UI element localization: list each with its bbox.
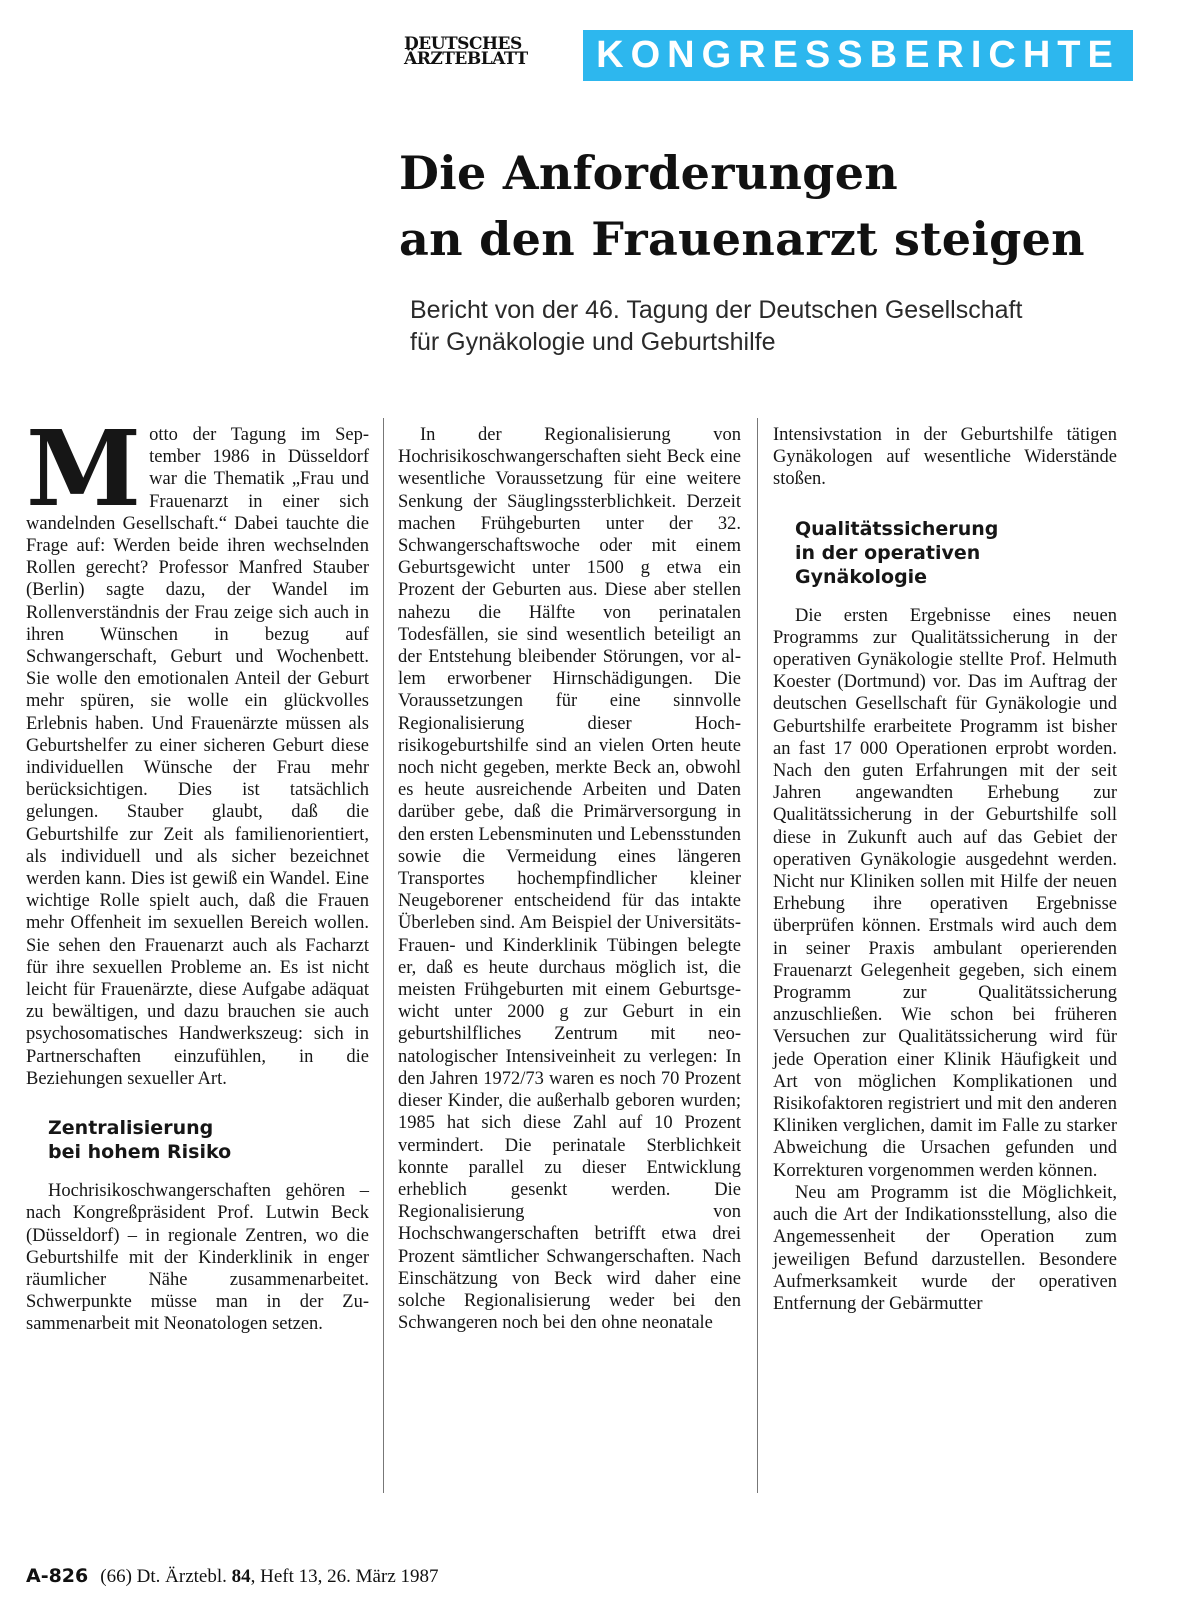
citation-volume: 84: [231, 1566, 251, 1587]
headline-line-2: an den Frauenarzt steigen: [399, 212, 1085, 266]
heading-line: in der operativen: [795, 541, 981, 564]
masthead-line-1: DEUTSCHES: [404, 34, 522, 54]
article-subtitle: [410, 294, 1150, 358]
masthead-line-2: ÄRZTEBLATT: [404, 49, 528, 69]
heading-line: bei hohem Risiko: [48, 1141, 232, 1164]
subtitle-line-2: für Gynäkologie und Geburtshilfe: [410, 328, 776, 356]
heading-line: Zentralisierung: [48, 1117, 214, 1140]
paragraph: Neu am Programm ist die Möglichkeit, auch die Art der Indikationsstellung, also die Angemessenheit der Operation zum jeweiligen Befund darzustellen. Besondere Aufmerksamkeit wurde der operativen Entfernung der Gebärmutter: [773, 1182, 1117, 1314]
column-rule-2: [757, 418, 758, 1493]
paragraph: Intensivstation in der Geburtshilfe tätigen Gynäkologen auf wesentliche Widerstände stoßen.: [773, 425, 1117, 490]
paragraph: In der Regionalisierung von Hochrisikoschwangerschaften sieht Beck eine wesentliche Voraussetzung für eine weitere Senkung der Säuglingssterblichkeit. Derzeit machen Frühgeburten unter der 32. Schwangerschaftswoche oder mit einem Geburtsgewicht unter 1500 g etwa ein Prozent der Geburten aus. Diese aber stellen nahezu die Hälfte von perinatalen Todesfällen, sie sind wesentlich beteiligt an der Entstehung bleibender Störungen, vor allem erworbener Hirnschädigungen. Die Voraussetzungen für eine sinnvolle Regionalisierung dieser Hochrisikogeburtshilfe sind an vielen Orten heute noch nicht gegeben, merkte Beck an, obwohl es heute ausreichende Arbeiten und Daten darüber gebe, daß die Primärversorgung in den ersten Lebensminuten und Lebensstunden sowie die Vermeidung eines längeren Transportes hochempfindlicher kleiner Neugeborener entscheidend für das intakte Überleben sind. Am Beispiel der Universitäts-Frauen- und Kinderklinik Tübingen belegte er, daß es heute durchaus möglich ist, die meisten Frühgeburten mit einem Geburtsgewicht unter 2000 g zur Geburt in ein geburtshilfliches Zentrum mit neonatologischer Intensiveinheit zu verlegen: In den Jahren 1972/73 waren es noch 70 Prozent dieser Kinder, die außerhalb geboren wurden; 1985 hat sich diese Zahl auf 10 Prozent vermindert. Die perinatale Sterblichkeit konnte parallel zu dieser Entwicklung erheblich gesenkt werden. Die Regionalisierung von Hochschwangerschaften betrifft etwa drei Prozent sämtlicher Schwangerschaften. Nach Einschätzung von Beck wird daher eine solche Regionalisierung weder bei den Schwangeren noch bei den ohne neonatale: [398, 425, 741, 1334]
section-heading-zentralisierung: [48, 1116, 369, 1164]
citation-suffix: , Heft 13, 26. März 1987: [250, 1566, 439, 1587]
article-column-2: [398, 424, 741, 1334]
article-column-3: [773, 424, 1117, 1315]
paragraph: Hochrisikoschwangerschaften gehören – nach Kongreßpräsident Prof. Lutwin Beck (Düsseldorf) – in regionale Zentren, wo die Geburtshilfe mit der Kinderklinik in enger räumlicher Nähe zusammenarbeitet. Schwerpunkte müsse man in der Zusammenarbeit mit Neonatologen setzen.: [26, 1181, 369, 1335]
page-footer: [26, 1565, 439, 1588]
page-number: A-826: [26, 1565, 89, 1587]
section-banner: [583, 30, 1133, 81]
masthead: [404, 34, 572, 69]
heading-line: Qualitätssicherung: [795, 517, 999, 540]
article-headline: [399, 140, 1169, 272]
paragraph: otto der Tagung im September 1986 in Düsseldorf war die Thematik „Frau und Frauenarzt in einer sich wandelnden Gesellschaft.“ Dabei tauchte die Frage auf: Werden beide ihren wechselnden Rollen gerecht? Professor Manfred Stauber (Berlin) sagte dazu, der Wandel im Rollenverständnis der Frau zeige sich auch in ihren Wünschen in bezug auf Schwangerschaft, Geburt und Wochenbett. Sie wolle den emotionalen Anteil der Geburt mehr spüren, sie wolle ein glückvolles Erlebnis haben. Und Frauenärzte müssen als Geburtshelfer zu einer sicheren Geburt diese individuellen Wünsche der Frau mehr berücksichtigen. Dies ist tatsächlich gelungen. Stauber glaubt, daß die Geburtshilfe zur Zeit als familienorientiert, als individuell und als sicher bezeichnet werden kann. Dies ist gewiß ein Wandel. Eine wichtige Rolle spielt auch, daß die Frauen mehr Offenheit im sexuellen Bereich wollen. Sie sehen den Frauenarzt auch als Facharzt für ihre sexuellen Probleme an. Es ist nicht leicht für Frauenärzte, diese Aufgabe adäquat zu bewältigen, und dazu brauchen sie auch psychosomatisches Handwerkszeug: sich in Partnerschaften einzufühlen, in die Beziehungen sexueller Art.: [26, 425, 369, 1089]
paragraph: Die ersten Ergebnisse eines neuen Programms zur Qualitätssicherung in der operativen Gynäkologie stellte Prof. Helmuth Koester (Dortmund) vor. Das im Auftrag der deutschen Gesellschaft für Gynäkologie und Geburtshilfe erarbeitete Programm ist bisher an fast 17 000 Operationen erprobt worden. Nach den guten Erfahrungen mit der seit Jahren angewandten Erhebung zur Qualitätssicherung in der Geburtshilfe soll diese in Zukunft auch auf das Gebiet der operativen Gynäkologie ausgedehnt werden. Nicht nur Kliniken sollen mit Hilfe der neuen Erhebung ihre operativen Ergebnisse überprüfen können. Erstmals wird auch dem in seiner Praxis ambulant operierenden Frauenarzt Gelegenheit gegeben, sich einem Programm zur Qualitätssicherung anzuschließen. Wie schon bei früheren Versuchen zur Qualitätssicherung wird für jede Operation einer Klinik Häufigkeit und Art von möglichen Komplikationen und Risikofaktoren registriert und mit den anderen Kliniken verglichen, damit im Falle zu starker Abweichung die Ursachen gefunden und Korrekturen vorgenommen werden können.: [773, 605, 1117, 1181]
citation-prefix: (66) Dt. Ärztebl.: [100, 1566, 232, 1587]
headline-line-1: Die Anforderungen: [399, 146, 899, 200]
subtitle-line-1: Bericht von der 46. Tagung der Deutschen Gesellschaft: [410, 296, 1023, 324]
heading-line: Gynäkologie: [795, 565, 928, 588]
article-column-1: [26, 407, 369, 1336]
section-label: KONGRESSBERICHTE: [596, 34, 1120, 76]
drop-cap: M: [26, 407, 142, 530]
section-heading-qualitaetssicherung: [795, 517, 1117, 589]
column-rule-1: [383, 418, 384, 1493]
